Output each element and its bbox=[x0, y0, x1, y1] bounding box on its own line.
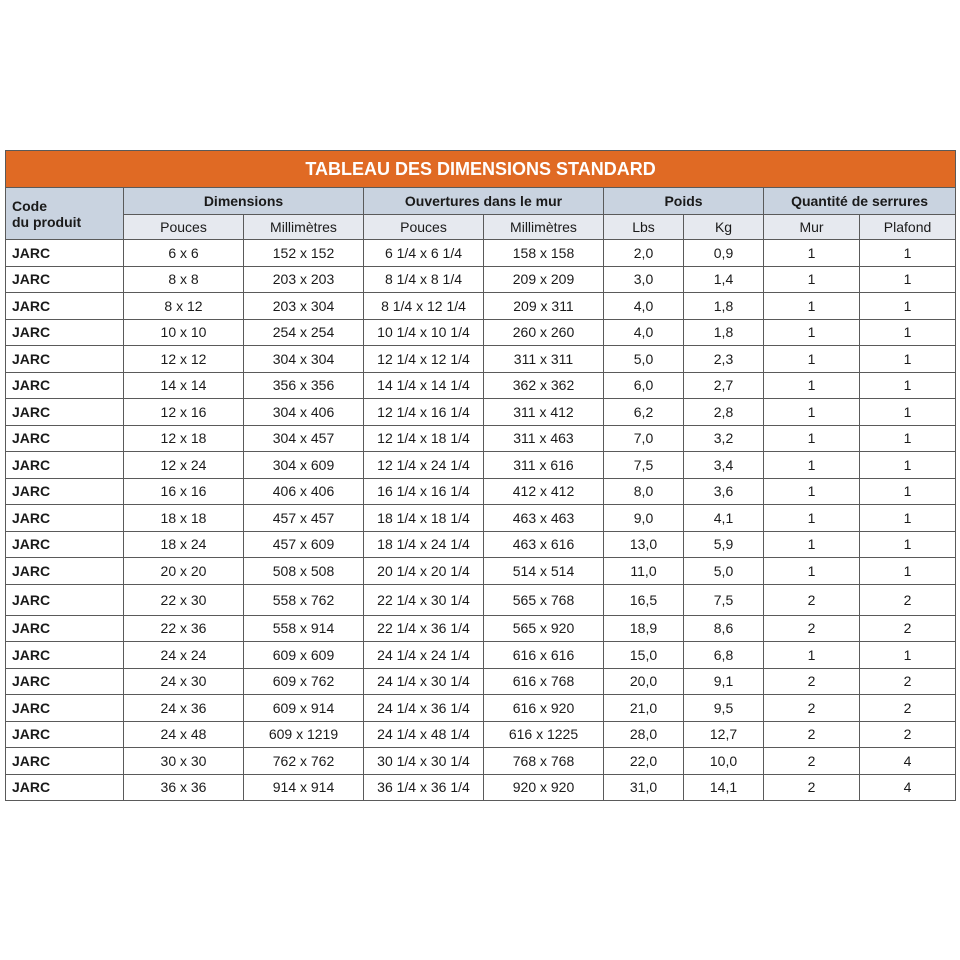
cell-ouvertures-millimetres: 514 x 514 bbox=[484, 558, 604, 585]
cell-serrures-plafond: 2 bbox=[860, 584, 956, 615]
cell-poids-lbs: 3,0 bbox=[604, 266, 684, 293]
cell-serrures-mur: 2 bbox=[764, 584, 860, 615]
cell-serrures-mur: 1 bbox=[764, 505, 860, 532]
cell-ouvertures-millimetres: 463 x 616 bbox=[484, 531, 604, 558]
cell-dimensions-pouces: 14 x 14 bbox=[124, 372, 244, 399]
cell-serrures-mur: 2 bbox=[764, 721, 860, 748]
cell-poids-kg: 10,0 bbox=[684, 748, 764, 775]
cell-dimensions-pouces: 12 x 18 bbox=[124, 425, 244, 452]
cell-ouvertures-pouces: 24 1/4 x 30 1/4 bbox=[364, 668, 484, 695]
cell-code: JARC bbox=[6, 372, 124, 399]
cell-ouvertures-millimetres: 768 x 768 bbox=[484, 748, 604, 775]
cell-serrures-mur: 2 bbox=[764, 695, 860, 722]
cell-poids-lbs: 13,0 bbox=[604, 531, 684, 558]
cell-serrures-plafond: 1 bbox=[860, 558, 956, 585]
cell-ouvertures-pouces: 16 1/4 x 16 1/4 bbox=[364, 478, 484, 505]
cell-poids-kg: 1,8 bbox=[684, 319, 764, 346]
cell-poids-kg: 8,6 bbox=[684, 615, 764, 642]
cell-ouvertures-millimetres: 260 x 260 bbox=[484, 319, 604, 346]
cell-serrures-plafond: 2 bbox=[860, 695, 956, 722]
cell-ouvertures-millimetres: 311 x 463 bbox=[484, 425, 604, 452]
cell-dimensions-millimetres: 152 x 152 bbox=[244, 240, 364, 267]
cell-code: JARC bbox=[6, 615, 124, 642]
cell-code: JARC bbox=[6, 425, 124, 452]
group-header-ouvertures: Ouvertures dans le mur bbox=[364, 188, 604, 215]
cell-ouvertures-pouces: 14 1/4 x 14 1/4 bbox=[364, 372, 484, 399]
table-row bbox=[6, 319, 956, 346]
cell-dimensions-millimetres: 203 x 203 bbox=[244, 266, 364, 293]
cell-dimensions-pouces: 24 x 24 bbox=[124, 642, 244, 669]
table-row bbox=[6, 531, 956, 558]
cell-code: JARC bbox=[6, 558, 124, 585]
cell-ouvertures-pouces: 24 1/4 x 24 1/4 bbox=[364, 642, 484, 669]
cell-dimensions-millimetres: 304 x 406 bbox=[244, 399, 364, 426]
cell-serrures-mur: 1 bbox=[764, 346, 860, 373]
code-header-line1: Code bbox=[12, 197, 47, 214]
cell-serrures-plafond: 1 bbox=[860, 346, 956, 373]
cell-ouvertures-pouces: 24 1/4 x 36 1/4 bbox=[364, 695, 484, 722]
cell-serrures-plafond: 1 bbox=[860, 266, 956, 293]
table-body bbox=[6, 240, 956, 801]
cell-dimensions-millimetres: 762 x 762 bbox=[244, 748, 364, 775]
cell-serrures-mur: 1 bbox=[764, 478, 860, 505]
cell-ouvertures-millimetres: 565 x 920 bbox=[484, 615, 604, 642]
cell-ouvertures-millimetres: 362 x 362 bbox=[484, 372, 604, 399]
cell-poids-kg: 5,9 bbox=[684, 531, 764, 558]
cell-poids-kg: 1,4 bbox=[684, 266, 764, 293]
table-row bbox=[6, 584, 956, 615]
cell-ouvertures-millimetres: 311 x 311 bbox=[484, 346, 604, 373]
cell-poids-kg: 5,0 bbox=[684, 558, 764, 585]
cell-ouvertures-pouces: 10 1/4 x 10 1/4 bbox=[364, 319, 484, 346]
cell-dimensions-millimetres: 558 x 914 bbox=[244, 615, 364, 642]
cell-poids-kg: 6,8 bbox=[684, 642, 764, 669]
cell-serrures-mur: 1 bbox=[764, 425, 860, 452]
cell-ouvertures-millimetres: 311 x 412 bbox=[484, 399, 604, 426]
cell-serrures-plafond: 1 bbox=[860, 531, 956, 558]
cell-dimensions-pouces: 12 x 16 bbox=[124, 399, 244, 426]
cell-dimensions-pouces: 24 x 30 bbox=[124, 668, 244, 695]
cell-poids-lbs: 22,0 bbox=[604, 748, 684, 775]
cell-poids-lbs: 16,5 bbox=[604, 584, 684, 615]
cell-poids-kg: 3,6 bbox=[684, 478, 764, 505]
cell-poids-kg: 7,5 bbox=[684, 584, 764, 615]
cell-poids-kg: 4,1 bbox=[684, 505, 764, 532]
table-row bbox=[6, 721, 956, 748]
cell-serrures-plafond: 1 bbox=[860, 399, 956, 426]
cell-dimensions-pouces: 18 x 24 bbox=[124, 531, 244, 558]
cell-dimensions-millimetres: 609 x 762 bbox=[244, 668, 364, 695]
cell-serrures-plafond: 1 bbox=[860, 642, 956, 669]
cell-code: JARC bbox=[6, 774, 124, 801]
cell-poids-lbs: 21,0 bbox=[604, 695, 684, 722]
cell-dimensions-pouces: 16 x 16 bbox=[124, 478, 244, 505]
cell-code: JARC bbox=[6, 240, 124, 267]
cell-code: JARC bbox=[6, 266, 124, 293]
table-row bbox=[6, 558, 956, 585]
table-row bbox=[6, 505, 956, 532]
cell-dimensions-pouces: 12 x 12 bbox=[124, 346, 244, 373]
cell-dimensions-pouces: 12 x 24 bbox=[124, 452, 244, 479]
table-row bbox=[6, 240, 956, 267]
subheader-serrures-mur: Mur bbox=[764, 215, 860, 240]
code-produit-header bbox=[6, 188, 124, 240]
cell-serrures-mur: 1 bbox=[764, 452, 860, 479]
cell-code: JARC bbox=[6, 319, 124, 346]
cell-dimensions-millimetres: 609 x 914 bbox=[244, 695, 364, 722]
subheader-ouvertures-millimetres: Millimètres bbox=[484, 215, 604, 240]
cell-serrures-plafond: 2 bbox=[860, 615, 956, 642]
cell-code: JARC bbox=[6, 478, 124, 505]
cell-ouvertures-millimetres: 412 x 412 bbox=[484, 478, 604, 505]
dimensions-table bbox=[5, 150, 956, 801]
cell-poids-kg: 9,5 bbox=[684, 695, 764, 722]
cell-poids-lbs: 4,0 bbox=[604, 293, 684, 320]
cell-serrures-mur: 1 bbox=[764, 266, 860, 293]
cell-poids-kg: 14,1 bbox=[684, 774, 764, 801]
cell-dimensions-millimetres: 558 x 762 bbox=[244, 584, 364, 615]
cell-poids-lbs: 8,0 bbox=[604, 478, 684, 505]
table-row bbox=[6, 293, 956, 320]
cell-dimensions-pouces: 8 x 8 bbox=[124, 266, 244, 293]
group-header-dimensions: Dimensions bbox=[124, 188, 364, 215]
cell-dimensions-pouces: 10 x 10 bbox=[124, 319, 244, 346]
cell-serrures-plafond: 1 bbox=[860, 319, 956, 346]
cell-code: JARC bbox=[6, 695, 124, 722]
cell-dimensions-pouces: 30 x 30 bbox=[124, 748, 244, 775]
cell-ouvertures-pouces: 22 1/4 x 36 1/4 bbox=[364, 615, 484, 642]
cell-code: JARC bbox=[6, 668, 124, 695]
cell-dimensions-millimetres: 304 x 609 bbox=[244, 452, 364, 479]
cell-poids-kg: 2,3 bbox=[684, 346, 764, 373]
cell-code: JARC bbox=[6, 293, 124, 320]
cell-dimensions-millimetres: 304 x 304 bbox=[244, 346, 364, 373]
cell-ouvertures-pouces: 22 1/4 x 30 1/4 bbox=[364, 584, 484, 615]
subheader-dimensions-millimetres: Millimètres bbox=[244, 215, 364, 240]
cell-serrures-plafond: 1 bbox=[860, 425, 956, 452]
cell-ouvertures-millimetres: 616 x 616 bbox=[484, 642, 604, 669]
cell-poids-lbs: 5,0 bbox=[604, 346, 684, 373]
cell-code: JARC bbox=[6, 642, 124, 669]
table-row bbox=[6, 452, 956, 479]
cell-poids-kg: 1,8 bbox=[684, 293, 764, 320]
cell-dimensions-millimetres: 304 x 457 bbox=[244, 425, 364, 452]
cell-poids-lbs: 9,0 bbox=[604, 505, 684, 532]
cell-ouvertures-millimetres: 209 x 311 bbox=[484, 293, 604, 320]
subheader-dimensions-pouces: Pouces bbox=[124, 215, 244, 240]
table-row bbox=[6, 642, 956, 669]
cell-serrures-plafond: 1 bbox=[860, 452, 956, 479]
table-row bbox=[6, 774, 956, 801]
cell-ouvertures-pouces: 18 1/4 x 24 1/4 bbox=[364, 531, 484, 558]
dimensions-table-container bbox=[5, 150, 955, 801]
cell-ouvertures-millimetres: 565 x 768 bbox=[484, 584, 604, 615]
cell-code: JARC bbox=[6, 399, 124, 426]
cell-serrures-mur: 1 bbox=[764, 240, 860, 267]
cell-serrures-mur: 1 bbox=[764, 558, 860, 585]
cell-poids-kg: 9,1 bbox=[684, 668, 764, 695]
cell-serrures-mur: 2 bbox=[764, 774, 860, 801]
cell-ouvertures-pouces: 24 1/4 x 48 1/4 bbox=[364, 721, 484, 748]
subheader-ouvertures-pouces: Pouces bbox=[364, 215, 484, 240]
cell-serrures-mur: 2 bbox=[764, 668, 860, 695]
cell-dimensions-pouces: 18 x 18 bbox=[124, 505, 244, 532]
cell-ouvertures-millimetres: 616 x 1225 bbox=[484, 721, 604, 748]
cell-code: JARC bbox=[6, 748, 124, 775]
cell-poids-lbs: 20,0 bbox=[604, 668, 684, 695]
cell-dimensions-pouces: 20 x 20 bbox=[124, 558, 244, 585]
cell-serrures-plafond: 1 bbox=[860, 240, 956, 267]
cell-ouvertures-pouces: 12 1/4 x 12 1/4 bbox=[364, 346, 484, 373]
cell-serrures-plafond: 4 bbox=[860, 748, 956, 775]
table-row bbox=[6, 615, 956, 642]
cell-poids-kg: 12,7 bbox=[684, 721, 764, 748]
cell-serrures-mur: 2 bbox=[764, 615, 860, 642]
cell-code: JARC bbox=[6, 531, 124, 558]
cell-poids-lbs: 31,0 bbox=[604, 774, 684, 801]
cell-serrures-mur: 1 bbox=[764, 531, 860, 558]
cell-poids-kg: 0,9 bbox=[684, 240, 764, 267]
cell-poids-lbs: 18,9 bbox=[604, 615, 684, 642]
cell-poids-lbs: 2,0 bbox=[604, 240, 684, 267]
cell-dimensions-pouces: 24 x 48 bbox=[124, 721, 244, 748]
cell-poids-lbs: 7,0 bbox=[604, 425, 684, 452]
cell-code: JARC bbox=[6, 721, 124, 748]
code-header-line2: du produit bbox=[12, 213, 82, 230]
cell-ouvertures-pouces: 6 1/4 x 6 1/4 bbox=[364, 240, 484, 267]
cell-ouvertures-pouces: 8 1/4 x 8 1/4 bbox=[364, 266, 484, 293]
cell-serrures-plafond: 1 bbox=[860, 505, 956, 532]
cell-ouvertures-millimetres: 158 x 158 bbox=[484, 240, 604, 267]
table-row bbox=[6, 372, 956, 399]
cell-serrures-mur: 1 bbox=[764, 399, 860, 426]
cell-code: JARC bbox=[6, 452, 124, 479]
cell-ouvertures-millimetres: 311 x 616 bbox=[484, 452, 604, 479]
cell-ouvertures-pouces: 12 1/4 x 16 1/4 bbox=[364, 399, 484, 426]
cell-serrures-mur: 1 bbox=[764, 372, 860, 399]
cell-code: JARC bbox=[6, 584, 124, 615]
cell-poids-lbs: 4,0 bbox=[604, 319, 684, 346]
cell-dimensions-millimetres: 508 x 508 bbox=[244, 558, 364, 585]
cell-serrures-mur: 1 bbox=[764, 293, 860, 320]
cell-ouvertures-pouces: 18 1/4 x 18 1/4 bbox=[364, 505, 484, 532]
cell-ouvertures-pouces: 36 1/4 x 36 1/4 bbox=[364, 774, 484, 801]
cell-dimensions-pouces: 22 x 30 bbox=[124, 584, 244, 615]
cell-dimensions-millimetres: 406 x 406 bbox=[244, 478, 364, 505]
table-row bbox=[6, 399, 956, 426]
cell-serrures-plafond: 1 bbox=[860, 293, 956, 320]
cell-dimensions-millimetres: 356 x 356 bbox=[244, 372, 364, 399]
cell-serrures-mur: 2 bbox=[764, 748, 860, 775]
cell-poids-lbs: 28,0 bbox=[604, 721, 684, 748]
cell-ouvertures-pouces: 8 1/4 x 12 1/4 bbox=[364, 293, 484, 320]
table-row bbox=[6, 346, 956, 373]
subheader-poids-kg: Kg bbox=[684, 215, 764, 240]
cell-poids-kg: 3,4 bbox=[684, 452, 764, 479]
cell-dimensions-millimetres: 609 x 1219 bbox=[244, 721, 364, 748]
subheader-serrures-plafond: Plafond bbox=[860, 215, 956, 240]
cell-poids-lbs: 6,0 bbox=[604, 372, 684, 399]
cell-ouvertures-pouces: 20 1/4 x 20 1/4 bbox=[364, 558, 484, 585]
cell-dimensions-pouces: 24 x 36 bbox=[124, 695, 244, 722]
group-header-poids: Poids bbox=[604, 188, 764, 215]
table-title: TABLEAU DES DIMENSIONS STANDARD bbox=[6, 151, 956, 188]
cell-poids-lbs: 11,0 bbox=[604, 558, 684, 585]
table-row bbox=[6, 266, 956, 293]
cell-dimensions-millimetres: 914 x 914 bbox=[244, 774, 364, 801]
table-row bbox=[6, 425, 956, 452]
group-header-serrures: Quantité de serrures bbox=[764, 188, 956, 215]
cell-ouvertures-millimetres: 463 x 463 bbox=[484, 505, 604, 532]
cell-ouvertures-pouces: 30 1/4 x 30 1/4 bbox=[364, 748, 484, 775]
cell-dimensions-millimetres: 609 x 609 bbox=[244, 642, 364, 669]
cell-serrures-plafond: 2 bbox=[860, 668, 956, 695]
cell-serrures-plafond: 4 bbox=[860, 774, 956, 801]
cell-ouvertures-pouces: 12 1/4 x 18 1/4 bbox=[364, 425, 484, 452]
cell-ouvertures-millimetres: 209 x 209 bbox=[484, 266, 604, 293]
cell-code: JARC bbox=[6, 505, 124, 532]
cell-serrures-plafond: 1 bbox=[860, 372, 956, 399]
cell-dimensions-millimetres: 203 x 304 bbox=[244, 293, 364, 320]
cell-serrures-plafond: 1 bbox=[860, 478, 956, 505]
cell-code: JARC bbox=[6, 346, 124, 373]
cell-serrures-plafond: 2 bbox=[860, 721, 956, 748]
table-row bbox=[6, 695, 956, 722]
cell-dimensions-millimetres: 457 x 457 bbox=[244, 505, 364, 532]
table-row bbox=[6, 668, 956, 695]
cell-ouvertures-millimetres: 616 x 768 bbox=[484, 668, 604, 695]
cell-dimensions-pouces: 36 x 36 bbox=[124, 774, 244, 801]
cell-dimensions-millimetres: 254 x 254 bbox=[244, 319, 364, 346]
subheader-poids-lbs: Lbs bbox=[604, 215, 684, 240]
cell-dimensions-pouces: 6 x 6 bbox=[124, 240, 244, 267]
cell-dimensions-millimetres: 457 x 609 bbox=[244, 531, 364, 558]
cell-serrures-mur: 1 bbox=[764, 642, 860, 669]
cell-dimensions-pouces: 8 x 12 bbox=[124, 293, 244, 320]
cell-ouvertures-millimetres: 616 x 920 bbox=[484, 695, 604, 722]
cell-poids-kg: 2,8 bbox=[684, 399, 764, 426]
cell-poids-lbs: 7,5 bbox=[604, 452, 684, 479]
cell-dimensions-pouces: 22 x 36 bbox=[124, 615, 244, 642]
cell-poids-lbs: 6,2 bbox=[604, 399, 684, 426]
cell-ouvertures-pouces: 12 1/4 x 24 1/4 bbox=[364, 452, 484, 479]
cell-poids-kg: 2,7 bbox=[684, 372, 764, 399]
cell-serrures-mur: 1 bbox=[764, 319, 860, 346]
table-row bbox=[6, 478, 956, 505]
cell-poids-lbs: 15,0 bbox=[604, 642, 684, 669]
table-row bbox=[6, 748, 956, 775]
cell-ouvertures-millimetres: 920 x 920 bbox=[484, 774, 604, 801]
cell-poids-kg: 3,2 bbox=[684, 425, 764, 452]
